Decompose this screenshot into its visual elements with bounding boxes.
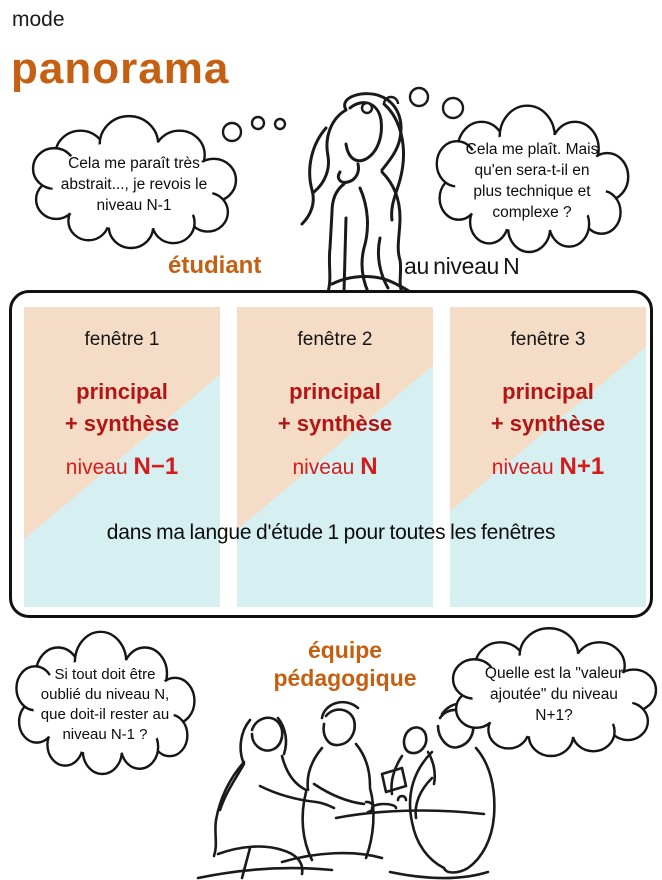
window-level — [237, 453, 433, 481]
window-level — [450, 453, 646, 481]
thought-cloud-bottom-left — [12, 636, 198, 774]
cloud-line: abstrait..., je revois le — [60, 175, 208, 193]
team-label — [240, 636, 450, 692]
cloud-line: que doit-il rester au — [40, 706, 170, 723]
thought-cloud-top-right — [432, 110, 632, 252]
mode-label: mode — [12, 8, 65, 31]
cloud-line: N+1? — [535, 706, 573, 724]
student-label: étudiant — [168, 252, 262, 279]
cloud-line: Cela me plaît. Mais — [465, 141, 599, 158]
cloud-line: complexe ? — [492, 204, 572, 221]
level-word: niveau — [491, 456, 554, 479]
thought-cloud-bottom-right — [448, 632, 660, 756]
window-level — [24, 453, 220, 481]
window-content-synthese: + synthèse — [490, 411, 606, 436]
window-title: fenêtre 1 — [84, 329, 160, 350]
cloud-text — [12, 636, 198, 774]
student-level-label: au niveau N — [404, 253, 520, 279]
panorama-windows-box — [9, 290, 653, 618]
window-content-synthese: + synthèse — [64, 411, 180, 436]
window-content-main: principal — [502, 379, 594, 404]
cloud-text — [448, 632, 660, 756]
level-word: niveau — [292, 456, 355, 479]
cloud-line: ajoutée" du niveau — [490, 685, 618, 703]
cloud-text — [432, 110, 632, 252]
cloud-line: qu'en sera-t-il en — [474, 162, 590, 179]
window-panel-3 — [450, 307, 646, 607]
cloud-line: oublié du niveau N, — [40, 686, 170, 703]
window-panel-2 — [237, 307, 433, 607]
window-content-main: principal — [76, 379, 168, 404]
thought-cloud-top-left — [28, 120, 240, 248]
window-content-synthese: + synthèse — [277, 411, 393, 436]
team-label-line2: pédagogique — [273, 665, 417, 691]
cloud-line: plus technique et — [473, 183, 591, 200]
cloud-text — [28, 120, 240, 248]
level-value: N−1 — [133, 453, 179, 480]
level-value: N — [360, 453, 378, 480]
level-word: niveau — [65, 456, 128, 479]
window-title: fenêtre 3 — [510, 329, 586, 350]
team-line-drawing — [186, 690, 492, 880]
window-content-main: principal — [289, 379, 381, 404]
box-caption: dans ma langue d'étude 1 pour toutes les fenêtres — [106, 521, 556, 544]
team-label-line1: équipe — [307, 637, 383, 663]
cloud-line: Cela me paraît très — [68, 154, 200, 172]
cloud-line: Quelle est la "valeur — [484, 664, 624, 682]
cloud-line: Si tout doit être — [54, 666, 156, 683]
cloud-line: niveau N-1 — [96, 196, 172, 214]
page-title: panorama — [11, 44, 230, 93]
window-panel-1 — [24, 307, 220, 607]
level-value: N+1 — [559, 453, 605, 480]
cloud-line: niveau N-1 ? — [62, 726, 148, 743]
window-title: fenêtre 2 — [297, 329, 373, 350]
